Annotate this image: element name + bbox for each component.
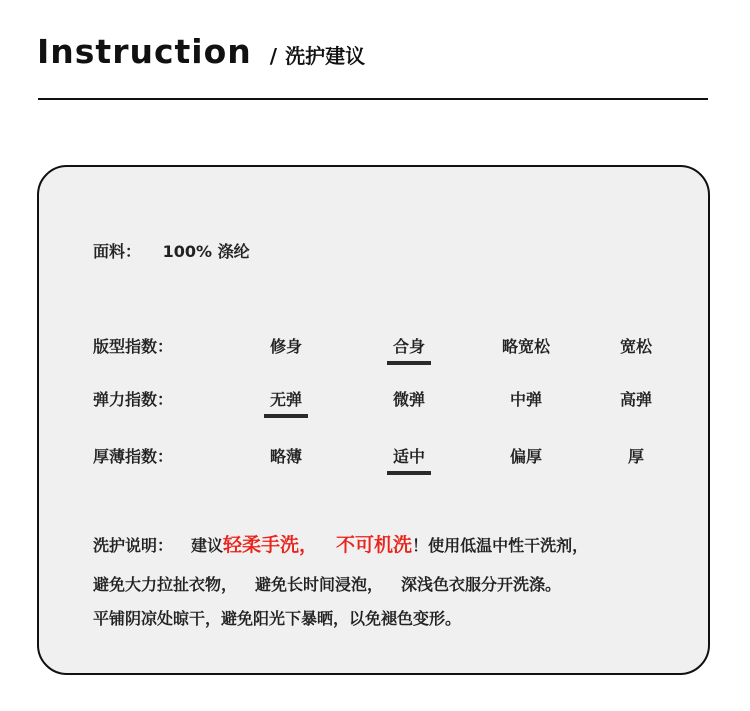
- title-separator: /: [269, 44, 278, 68]
- care-prefix: 建议: [191, 536, 224, 555]
- title-chinese: 洗护建议: [285, 44, 366, 68]
- fabric-value: 100% 涤纶: [162, 242, 250, 261]
- stretch-option-high: 高弹: [619, 390, 652, 409]
- header-divider: [38, 98, 708, 100]
- fit-option-relaxed: 略宽松: [501, 337, 550, 356]
- fit-index-label: 版型指数：: [93, 337, 174, 356]
- thickness-option-medium-selected: 适中: [369, 444, 449, 475]
- care-instruction-card: [37, 165, 710, 675]
- stretch-option-slight: 微弹: [392, 390, 425, 409]
- page-header: [37, 32, 365, 71]
- fabric-row: [93, 239, 250, 262]
- care-line-1-rest: ！使用低温中性干洗剂，: [412, 536, 589, 555]
- care-warning-handwash: 轻柔手洗，: [223, 534, 319, 556]
- fabric-label: 面料：: [93, 242, 142, 261]
- care-line-2c: 深浅色衣服分开洗涤。: [401, 575, 562, 594]
- fit-option-loose: 宽松: [619, 337, 652, 356]
- thickness-option-thin: 略薄: [269, 447, 302, 466]
- care-label: 洗护说明：: [93, 536, 174, 555]
- fit-option-regular-selected: 合身: [369, 334, 449, 365]
- fit-option-slim: 修身: [269, 337, 302, 356]
- care-warning-no-machine: 不可机洗: [336, 534, 413, 556]
- stretch-option-none-selected: 无弹: [246, 387, 326, 418]
- thickness-option-thick: 厚: [627, 447, 644, 466]
- care-line-2b: 避免长时间浸泡，: [255, 575, 384, 594]
- care-line-2: [93, 572, 561, 595]
- thickness-option-thickish: 偏厚: [509, 447, 542, 466]
- care-line-1: [93, 530, 588, 557]
- title-english: Instruction: [37, 32, 252, 71]
- care-line-2a: 避免大力拉扯衣物，: [93, 575, 238, 594]
- care-line-3: 平铺阴凉处晾干，避免阳光下暴晒，以免褪色变形。: [93, 609, 462, 628]
- thickness-index-label: 厚薄指数：: [93, 447, 174, 466]
- stretch-option-medium: 中弹: [509, 390, 542, 409]
- stretch-index-label: 弹力指数：: [93, 390, 174, 409]
